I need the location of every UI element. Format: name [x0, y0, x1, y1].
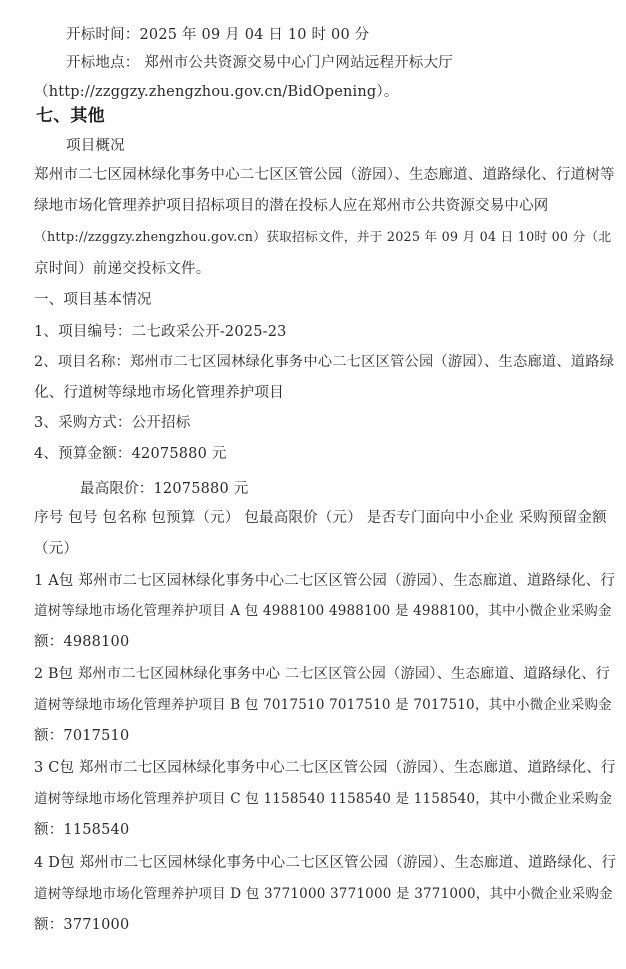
procurement-method: 3、采购方式：公开招标	[34, 415, 191, 431]
package-row-line: 额：3771000	[34, 917, 130, 933]
open-place-line: 开标地点： 郑州市公共资源交易中心门户网站远程开标大厅	[66, 55, 454, 71]
open-time-line: 开标时间：2025 年 09 月 04 日 10 时 00 分	[66, 27, 370, 43]
project-name-line: 化、行道树等绿地市场化管理养护项目	[34, 385, 284, 401]
max-price: 最高限价：12075880 元	[80, 481, 249, 497]
project-number: 1、项目编号：二七政采公开-2025-23	[34, 324, 287, 340]
basic-info-title: 一、项目基本情况	[34, 292, 152, 308]
package-row-line: 4 D包 郑州市二七区园林绿化事务中心二七区区管公园（游园）、生态廊道、道路绿化、行	[34, 855, 617, 871]
package-row-line: 道树等绿地市场化管理养护项目 C 包 1158540 1158540 是 1158540，其中小微企业采购金	[34, 791, 613, 807]
overview-line: 绿地市场化管理养护项目招标项目的潜在投标人应在郑州市公共资源交易中心网	[34, 198, 549, 214]
budget-amount: 4、预算金额：42075880 元	[34, 446, 227, 462]
package-row-line: 道树等绿地市场化管理养护项目 D 包 3771000 3771000 是 3771000，其中小微企业采购金	[34, 886, 613, 902]
package-row-line: 道树等绿地市场化管理养护项目 B 包 7017510 7017510 是 7017510，其中小微企业采购金	[34, 697, 612, 713]
section-heading: 七、其他	[36, 106, 105, 126]
package-row-line: 道树等绿地市场化管理养护项目 A 包 4988100 4988100 是 4988100，其中小微企业采购金	[34, 603, 612, 619]
package-row-line: 2 B包 郑州市二七区园林绿化事务中心 二七区区管公园（游园）、生态廊道、道路绿化、行	[34, 666, 611, 682]
package-row-line: 额：4988100	[34, 634, 130, 650]
table-header-unit: （元）	[34, 541, 79, 557]
package-row-line: 1 A包 郑州市二七区园林绿化事务中心二七区区管公园（游园）、生态廊道、道路绿化、行	[34, 573, 616, 589]
package-row-line: 额：1158540	[34, 822, 130, 838]
overview-line: 郑州市二七区园林绿化事务中心二七区区管公园（游园）、生态廊道、道路绿化、行道树等	[34, 167, 615, 183]
table-header: 序号 包号 包名称 包预算（元） 包最高限价（元） 是否专门面向中小企业 采购预留金额	[34, 510, 607, 526]
package-row-line: 3 C包 郑州市二七区园林绿化事务中心二七区区管公园（游园）、生态廊道、道路绿化、行	[34, 760, 616, 776]
overview-line: （http://zzggzy.zhengzhou.gov.cn）获取招标文件，并于 2025 年 09 月 04 日 10时 00 分（北	[34, 230, 612, 245]
overview-line: 京时间）前递交投标文件。	[34, 261, 211, 277]
project-name-line: 2、项目名称：郑州市二七区园林绿化事务中心二七区区管公园（游园）、生态廊道、道路绿	[34, 354, 615, 370]
open-url-line: （http://zzggzy.zhengzhou.gov.cn/BidOpening）。	[34, 84, 399, 100]
package-row-line: 额：7017510	[34, 728, 130, 744]
overview-title: 项目概况	[66, 138, 125, 154]
